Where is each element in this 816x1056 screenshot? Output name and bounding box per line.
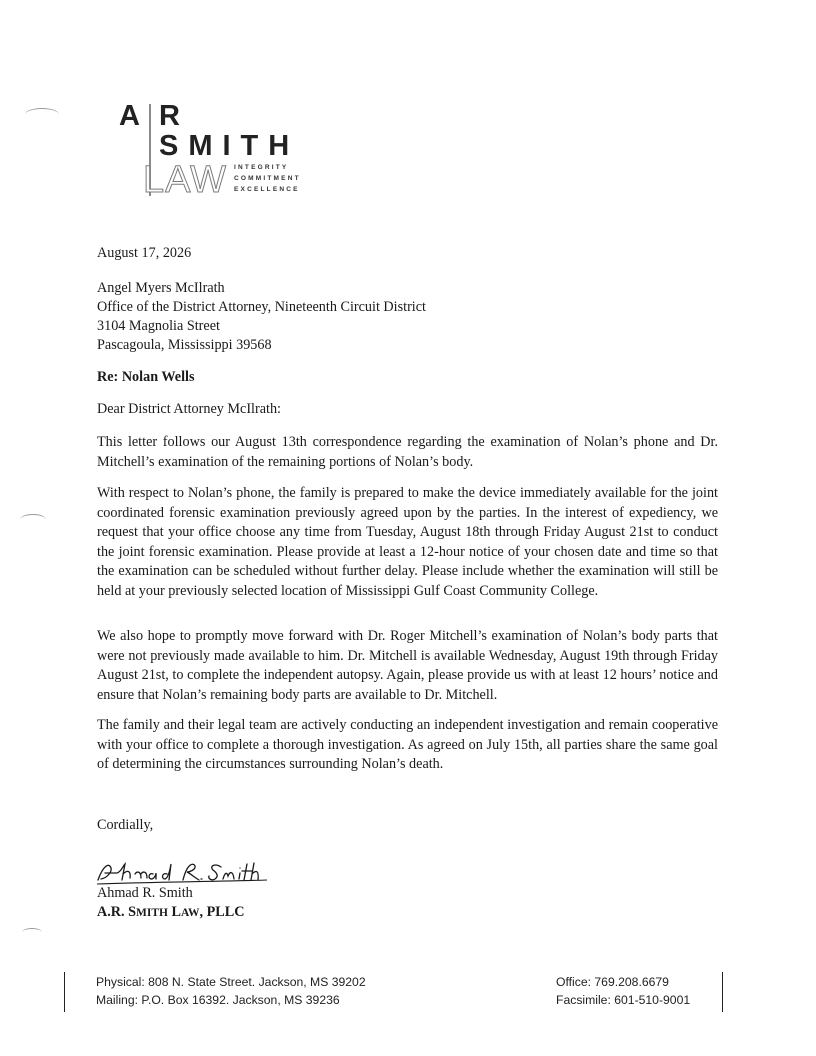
- body-paragraph: This letter follows our August 13th correspondence regarding the examination of Nolan’s phone and Dr. Mitchell’s examination of the remaining portions of Nolan’s body.: [97, 434, 718, 470]
- logo-smith: SMITH: [159, 130, 300, 162]
- recipient-street: 3104 Magnolia Street: [97, 318, 220, 334]
- body-paragraph: With respect to Nolan’s phone, the family is prepared to make the device immediately available for the joint coordinated forensic examination previously agreed upon by the parties. In the interest of expediency, we request that your office choose any time from Tuesday, August 18th through Friday August 21st to conduct the joint forensic examination. Please provide at least a 12-hour notice of your chosen date and time so that the examination can be scheduled without further delay. Please include whether the examination will still be held at your previously selected location of Mississippi Gulf Coast Community College.: [97, 485, 718, 599]
- scan-mark: [22, 928, 42, 937]
- logo-law: LAW: [143, 159, 227, 201]
- footer-divider-left: [64, 972, 65, 1012]
- body-paragraph: We also hope to promptly move forward with Dr. Roger Mitchell’s examination of Nolan’s body parts that were not previously made available to him. Dr. Mitchell is available Wednesday, August 19th through Friday August 21st, to complete the independent autopsy. Again, please provide us with at least 12 hours’ notice and ensure that Nolan’s remaining body parts are available to Dr. Mitchell.: [97, 628, 718, 703]
- firm-smith-smallcaps: MITH: [136, 907, 168, 919]
- firm-l: L: [167, 904, 181, 920]
- recipient-name: Angel Myers McIlrath: [97, 280, 225, 296]
- scan-mark: [20, 514, 46, 525]
- firm-law-smallcaps: AW: [181, 907, 200, 919]
- logo-letter-a: A: [119, 100, 140, 132]
- recipient-city: Pascagoula, Mississippi 39568: [97, 337, 272, 353]
- logo-tagline-commitment: COMMITMENT: [234, 175, 301, 182]
- signer-name: Ahmad R. Smith: [97, 885, 193, 901]
- closing: Cordially,: [97, 817, 154, 833]
- footer-office-phone: Office: 769.208.6679: [556, 975, 669, 989]
- firm-name: [97, 904, 244, 921]
- firm-logo: [115, 100, 325, 210]
- recipient-office: Office of the District Attorney, Nineteenth Circuit District: [97, 299, 426, 315]
- body-paragraph: The family and their legal team are actively conducting an independent investigation and remain cooperative with your office to complete a thorough investigation. As agreed on July 15th, all parties share the same goal of determining the circumstances surrounding Nolan’s death.: [97, 717, 718, 773]
- logo-letter-r: R: [159, 100, 180, 132]
- footer-mailing-address: Mailing: P.O. Box 16392. Jackson, MS 39236: [96, 993, 340, 1007]
- letter-date: August 17, 2026: [97, 245, 192, 261]
- firm-suffix: , PLLC: [199, 904, 245, 920]
- scan-mark: [25, 108, 59, 121]
- footer-divider-right: [722, 972, 723, 1012]
- salutation: Dear District Attorney McIlrath:: [97, 401, 281, 417]
- logo-tagline-integrity: INTEGRITY: [234, 164, 289, 171]
- footer-physical-address: Physical: 808 N. State Street. Jackson, MS 39202: [96, 975, 366, 989]
- firm-prefix: A.R. S: [97, 904, 137, 920]
- re-line: Re: Nolan Wells: [97, 369, 195, 385]
- footer-fax: Facsimile: 601-510-9001: [556, 993, 691, 1007]
- logo-tagline-excellence: EXCELLENCE: [234, 186, 300, 193]
